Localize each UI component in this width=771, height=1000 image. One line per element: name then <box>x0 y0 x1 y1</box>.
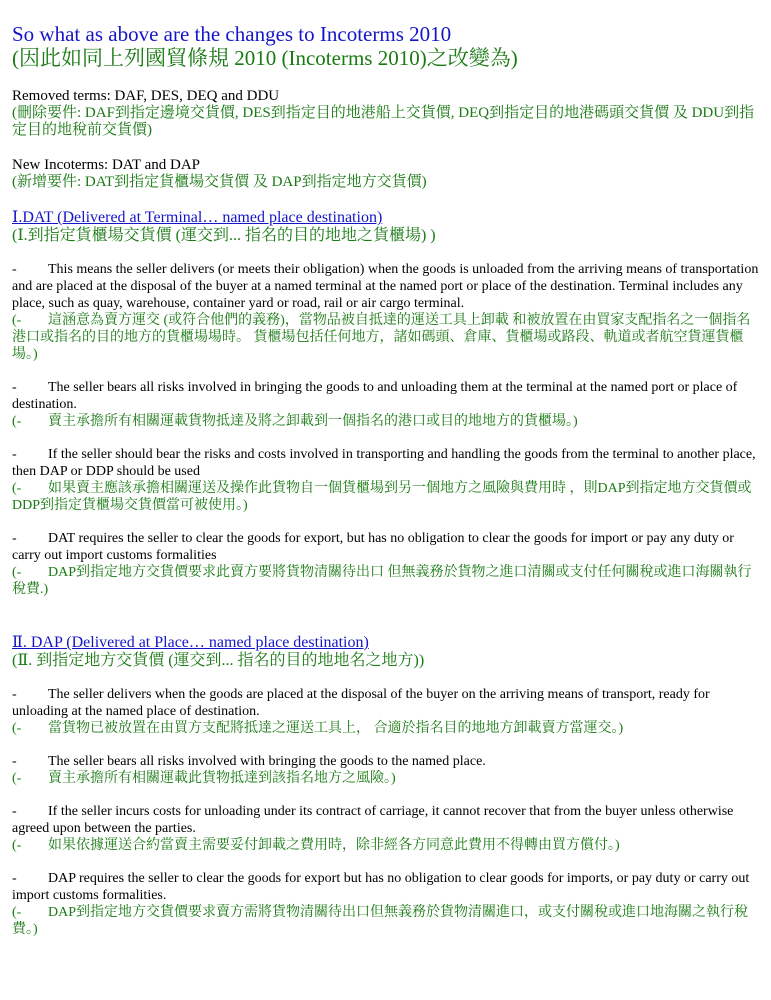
bullet-dash: - <box>12 871 17 886</box>
bullet-dash: (- <box>12 565 22 580</box>
dap-item <box>12 803 760 854</box>
title-chinese: (因此如同上列國貿條規 2010 (Incoterms 2010)之改變為) <box>12 46 518 70</box>
item-text: The seller delivers when the goods are placed at the disposal of the buyer on the arriving means of transport, ready for unloading at the named place of destination. <box>12 687 710 719</box>
dat-item-english <box>12 261 760 312</box>
bullet-dash: (- <box>12 313 22 328</box>
new-terms-english: New Incoterms: DAT and DAP <box>12 157 201 173</box>
dap-item-chinese <box>12 770 760 787</box>
dap-item-english <box>12 753 760 770</box>
item-text: This means the seller delivers (or meets their obligation) when the goods is unloaded from the arriving means of transportation and are placed at the disposal of the buyer at a named terminal at the named port or place of the destination. Terminal includes any place, such as quay, warehouse, container yard or road, rail or air cargo terminal. <box>12 262 759 311</box>
item-text: 如果依據運送合約當賣主需要妥付卸載之費用時，除非經各方同意此費用不得轉由買方償付。) <box>48 838 620 853</box>
new-terms-section <box>12 157 760 191</box>
item-text: If the seller incurs costs for unloading under its contract of carriage, it cannot recover that from the buyer unless otherwise agreed upon between the parties. <box>12 804 734 836</box>
item-text: 這涵意為賣方運交 (或符合他們的義務)，當物品被自抵達的運送工具上卸載 和被放置在由買家支配指名之一個指名港口或指名的目的地方的貨櫃場場時。 貨櫃場包括任何地方，諸如碼頭、倉庫、貨櫃場或路段、軌道或者航空貨運貨櫃場。) <box>12 313 751 362</box>
dat-section <box>12 209 760 598</box>
item-text: The seller bears all risks involved in bringing the goods to and unloading them at the terminal at the named port or place of destination. <box>12 380 738 412</box>
new-terms-chinese: (新增要件: DAT到指定貨櫃場交貨價 及 DAP到指定地方交貨價) <box>12 174 427 190</box>
bullet-dash: - <box>12 754 17 769</box>
bullet-dash: (- <box>12 414 22 429</box>
dat-heading-chinese: (Ⅰ.到指定貨櫃場交貨價 (運交到... 指名的目的地地之貨櫃場) ) <box>12 227 436 244</box>
bullet-dash: (- <box>12 771 22 786</box>
bullet-dash: - <box>12 262 17 277</box>
bullet-dash: (- <box>12 905 22 920</box>
item-text: 賣主承擔所有相關運載貨物抵達及將之卸載到一個指名的港口或目的地地方的貨櫃場。) <box>48 414 578 429</box>
dat-item <box>12 379 760 430</box>
dat-item <box>12 530 760 598</box>
document-page <box>12 22 760 938</box>
dap-item <box>12 870 760 938</box>
bullet-dash: - <box>12 380 17 395</box>
dat-item <box>12 261 760 363</box>
item-text: 如果賣主應該承擔相關運送及操作此貨物自一個貨櫃場到另一個地方之風險與費用時 ，則DAP到指定地方交貨價或DDP到指定貨櫃場交貨價當可被使用。) <box>12 481 752 513</box>
item-text: 當貨物已被放置在由買方支配將抵達之運送工具上， 合適於指名目的地地方卸載賣方當運交。) <box>48 721 624 736</box>
item-text: DAT requires the seller to clear the goods for export, but has no obligation to clear the goods for import or pay any duty or carry out import customs formalities <box>12 531 734 563</box>
bullet-dash: (- <box>12 721 22 736</box>
dat-heading-english: Ⅰ.DAT (Delivered at Terminal… named place destination) <box>12 209 383 226</box>
dap-item-english <box>12 803 760 837</box>
dap-item-chinese <box>12 904 760 938</box>
dat-item-chinese <box>12 312 760 363</box>
title-english: So what as above are the changes to Incoterms 2010 <box>12 22 452 46</box>
dap-item <box>12 753 760 787</box>
dap-item <box>12 686 760 737</box>
dat-item-english <box>12 379 760 413</box>
dat-item-chinese <box>12 564 760 598</box>
dap-item-english <box>12 686 760 720</box>
dat-item-english <box>12 530 760 564</box>
item-text: If the seller should bear the risks and costs involved in transporting and handling the goods from the terminal to another place, then DAP or DDP should be used <box>12 447 756 479</box>
dat-item-chinese <box>12 480 760 514</box>
bullet-dash: (- <box>12 481 22 496</box>
bullet-dash: (- <box>12 838 22 853</box>
bullet-dash: - <box>12 687 17 702</box>
removed-terms-english: Removed terms: DAF, DES, DEQ and DDU <box>12 88 280 104</box>
removed-terms-section <box>12 88 760 139</box>
dap-section <box>12 634 760 938</box>
dap-item-english <box>12 870 760 904</box>
dap-item-chinese <box>12 720 760 737</box>
item-text: The seller bears all risks involved with bringing the goods to the named place. <box>48 754 486 769</box>
dat-item <box>12 446 760 514</box>
dap-heading-chinese: (Ⅱ. 到指定地方交貨價 (運交到... 指名的目的地地名之地方)) <box>12 652 425 669</box>
item-text: DAP到指定地方交貨價要求此賣方要將貨物清關待出口 但無義務於貨物之進口清關或支付任何關稅或進口海關執行稅費.) <box>12 565 752 597</box>
title-block <box>12 22 760 70</box>
item-text: 賣主承擔所有相關運載此貨物抵達到該指名地方之風險。) <box>48 771 396 786</box>
bullet-dash: - <box>12 447 17 462</box>
bullet-dash: - <box>12 531 17 546</box>
bullet-dash: - <box>12 804 17 819</box>
dap-heading-english: Ⅱ. DAP (Delivered at Place… named place destination) <box>12 634 369 651</box>
item-text: DAP到指定地方交貨價要求賣方需將貨物清關待出口但無義務於貨物清關進口，或支付關稅或進口地海關之執行稅費。) <box>12 905 749 937</box>
dat-item-english <box>12 446 760 480</box>
dat-item-chinese <box>12 413 760 430</box>
removed-terms-chinese: (刪除要件: DAF到指定邊境交貨價, DES到指定目的地港船上交貨價, DEQ到指定目的地港碼頭交貨價 及 DDU到指定目的地稅前交貨價) <box>12 105 755 138</box>
item-text: DAP requires the seller to clear the goods for export but has no obligation to clear goods for imports, or pay duty or carry out import customs formalities. <box>12 871 750 903</box>
dap-item-chinese <box>12 837 760 854</box>
